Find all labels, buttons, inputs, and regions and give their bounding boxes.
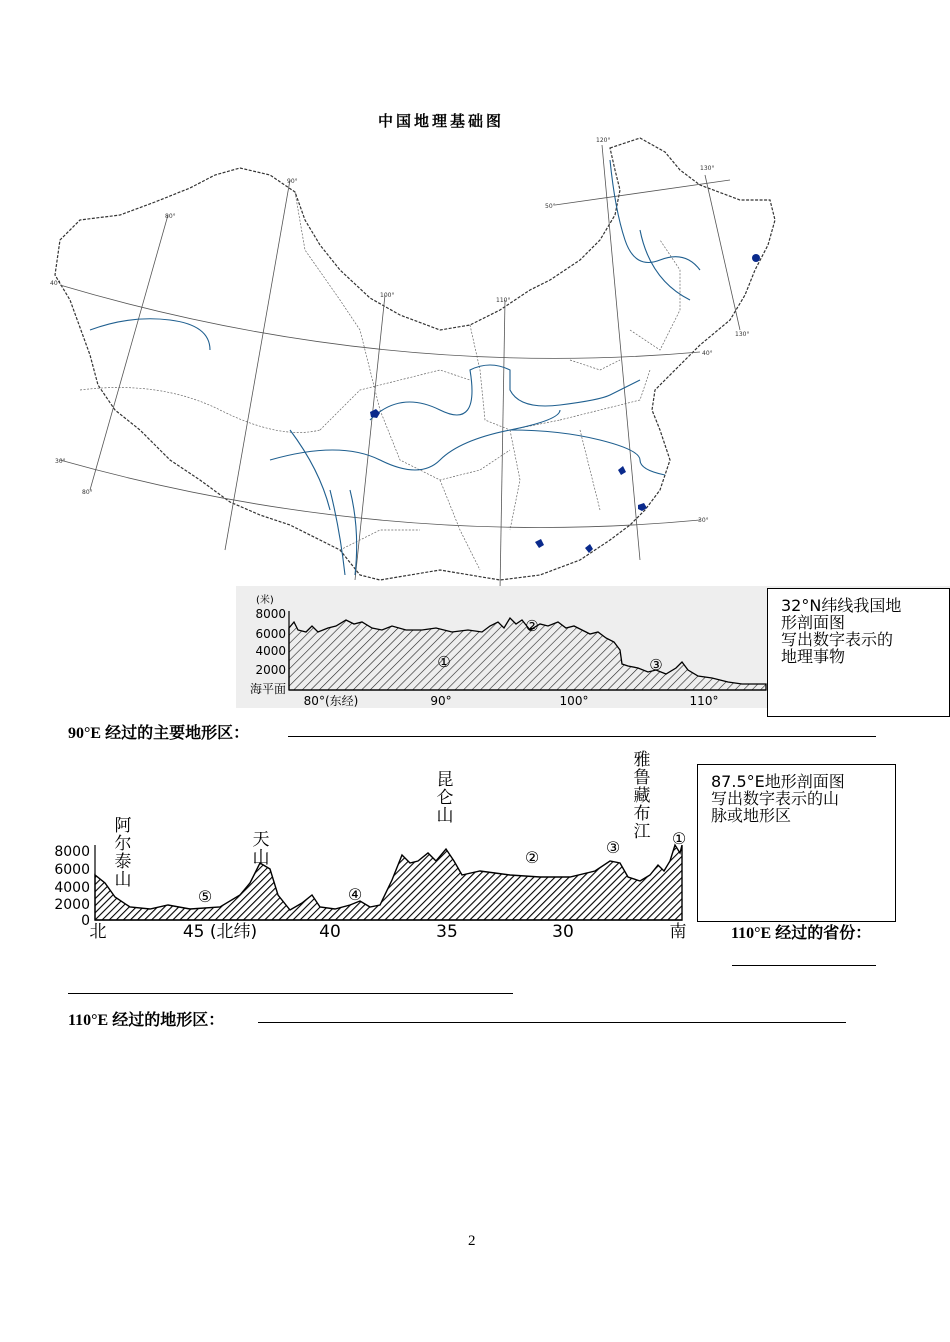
instruction-line: 写出数字表示的山 — [711, 789, 840, 808]
profile-32n-x-tick: 90° — [430, 694, 452, 708]
profile-875e-marker-5: ⑤ — [197, 887, 213, 906]
instruction-line: 32°N纬线我国地 — [781, 596, 902, 615]
label-kunlun-char: 昆 — [436, 770, 454, 790]
label-tianshan-char: 山 — [252, 848, 270, 868]
instruction-line: 形剖面图 — [781, 613, 846, 632]
profile-32n-marker-2: ② — [525, 617, 539, 635]
label-altai-char: 泰 — [114, 852, 132, 872]
label-yarlung-char: 江 — [633, 822, 651, 842]
profile-875e-x-tick: 45 (北纬) — [182, 922, 258, 942]
answer-line-110e-province-b[interactable] — [68, 993, 513, 994]
profile-875e-y-tick: 6000 — [54, 862, 90, 878]
instruction-line: 脉或地形区 — [711, 806, 792, 825]
label-kunlun-char: 山 — [436, 806, 454, 826]
province-borders — [80, 192, 680, 570]
label-altai-char: 山 — [114, 870, 132, 890]
parallel-30 — [60, 460, 700, 528]
profile-32n-y-unit: (米) — [256, 595, 274, 606]
profile-875e-x-tick: 30 — [552, 922, 574, 942]
lon-label-130-bottom: 130° — [735, 331, 750, 338]
profile-32n-y-tick: 海平面 — [249, 682, 286, 696]
profile-875e-marker-4: ④ — [347, 885, 363, 904]
profile-875e-marker-3: ③ — [605, 838, 621, 857]
lon-label-90: 90° — [287, 178, 298, 185]
lat-label-40-east: 40° — [702, 350, 713, 357]
lon-label-120: 120° — [596, 137, 611, 144]
label-yarlung-char: 雅 — [633, 750, 651, 770]
qinghai-lake — [370, 409, 380, 418]
profile-875e-marker-2: ② — [524, 848, 540, 867]
profile-32n-y-tick: 2000 — [255, 663, 286, 677]
label-tianshan-char: 天 — [252, 830, 270, 850]
instruction-line: 地理事物 — [781, 647, 846, 666]
lancang — [350, 490, 357, 575]
page-number: 2 — [468, 1233, 476, 1249]
lon-label-80: 80° — [165, 213, 176, 220]
profile-875e-instruction-box — [697, 764, 896, 922]
label-yarlung-char: 藏 — [633, 786, 651, 806]
dongting-lake — [535, 539, 544, 548]
meridian-90 — [225, 180, 290, 550]
profile-32n-x-tick: 110° — [689, 694, 719, 708]
hongze-lake — [618, 466, 626, 475]
profile-32n-x-tick: 100° — [559, 694, 589, 708]
label-altai-char: 尔 — [114, 834, 132, 854]
meridian-110 — [500, 300, 505, 590]
meridian-80 — [90, 215, 168, 490]
profile-875e-marker-1: ① — [671, 829, 687, 848]
lat-label-40-west: 40° — [50, 280, 61, 287]
profile-32n-marker-3: ③ — [649, 656, 663, 674]
question-110e-province-label: 110°E 经过的省份： — [731, 925, 872, 942]
profile-32n-y-tick: 4000 — [255, 644, 286, 658]
profile-32n-x-tick: 80°(东经) — [303, 694, 359, 708]
lat-label-50: 50° — [545, 203, 556, 210]
profile-875e-y-tick: 0 — [81, 913, 90, 929]
rivers — [90, 160, 700, 575]
label-kunlun-char: 仑 — [436, 788, 454, 808]
profile-875e-x-tick: 35 — [436, 922, 458, 942]
question-110e-terrain-label: 110°E 经过的地形区： — [68, 1012, 225, 1029]
profile-875e-y-tick: 8000 — [54, 844, 90, 860]
profile-32n-instruction-box — [767, 588, 950, 717]
lakes — [370, 254, 760, 553]
profile-875e-chart — [50, 745, 700, 945]
profile-875e-y-tick: 4000 — [54, 880, 90, 896]
instruction-line: 87.5°E地形剖面图 — [711, 772, 845, 791]
profile-875e-x-tick-south: 南 — [669, 922, 687, 942]
answer-line-110e-terrain[interactable] — [258, 1022, 846, 1023]
tarim-river — [90, 319, 210, 350]
lat-label-30-west: 30° — [55, 458, 66, 465]
parallel-50 — [555, 180, 730, 205]
lon-label-80-bottom: 80° — [82, 489, 93, 496]
lon-label-100: 100° — [380, 292, 395, 299]
profile-875e-y-tick: 2000 — [54, 897, 90, 913]
profile-875e-x-tick-north: 北 — [89, 922, 107, 942]
question-90e-label: 90°E 经过的主要地形区： — [68, 725, 250, 742]
map-title: 中国地理基础图 — [378, 112, 505, 130]
heilongjiang — [610, 160, 700, 270]
profile-32n-y-tick: 6000 — [255, 627, 286, 641]
answer-line-110e-province-a[interactable] — [732, 965, 876, 966]
jinsha — [290, 430, 330, 510]
meridian-100 — [355, 295, 385, 580]
yangtze-lower — [510, 430, 665, 475]
china-base-map — [40, 130, 800, 590]
profile-875e-terrain — [95, 845, 682, 920]
profile-32n-y-tick: 8000 — [255, 607, 286, 621]
taihu — [638, 503, 647, 511]
lon-label-130: 130° — [700, 165, 715, 172]
china-outline — [55, 138, 775, 580]
instruction-line: 写出数字表示的 — [781, 630, 894, 649]
meridian-120 — [602, 145, 640, 560]
label-yarlung-char: 鲁 — [633, 768, 651, 788]
songhua-river — [640, 230, 690, 300]
label-altai-char: 阿 — [114, 816, 132, 836]
xingkai-lake — [752, 254, 760, 262]
nujiang — [330, 490, 345, 575]
profile-875e-x-tick: 40 — [319, 922, 341, 942]
yellow-river — [370, 365, 640, 420]
answer-line-90e[interactable] — [288, 736, 876, 737]
label-yarlung-char: 布 — [633, 804, 651, 824]
lat-label-30-east: 30° — [698, 517, 709, 524]
profile-32n-marker-1: ① — [437, 653, 451, 671]
lon-label-110: 110° — [496, 297, 511, 304]
